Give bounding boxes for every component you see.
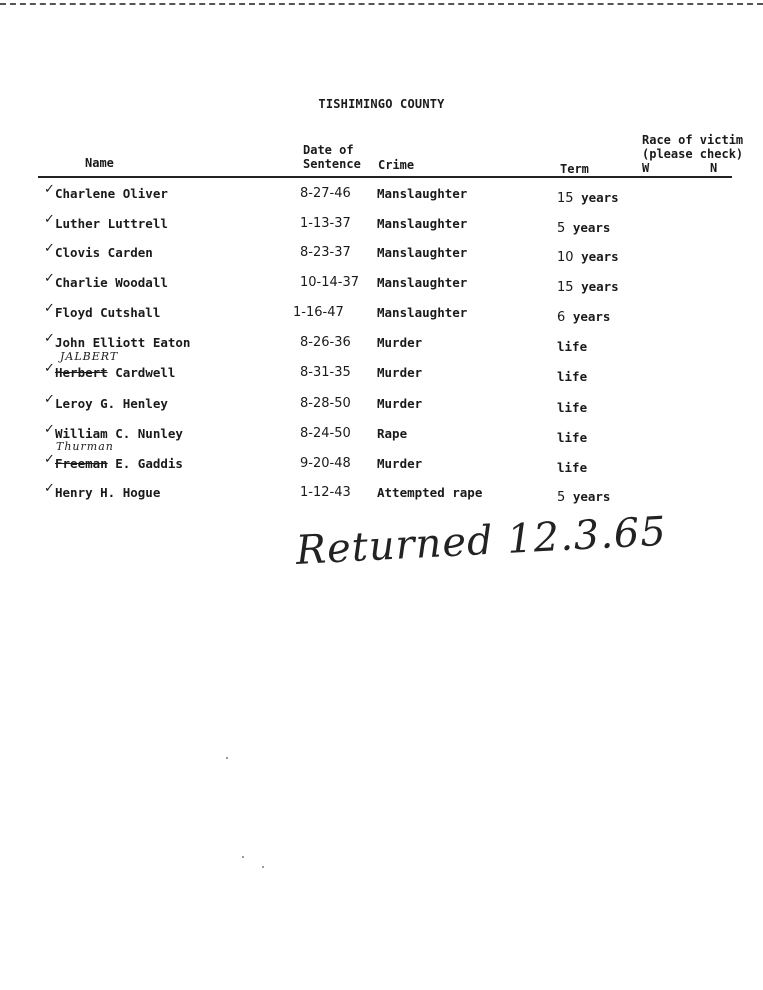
term bbox=[557, 460, 587, 476]
term-number: 15 bbox=[557, 191, 574, 206]
crime: Manslaughter bbox=[377, 245, 468, 260]
check-mark: ✓ bbox=[44, 212, 55, 227]
name-remainder: Cardwell bbox=[107, 365, 176, 380]
term-unit: life bbox=[557, 339, 588, 354]
term bbox=[557, 489, 610, 505]
term-number: 15 bbox=[557, 280, 574, 295]
table-row bbox=[0, 271, 763, 305]
term bbox=[557, 369, 587, 385]
term bbox=[557, 220, 610, 236]
inmate-name: William C. Nunley bbox=[55, 426, 183, 441]
crime: Manslaughter bbox=[377, 275, 468, 290]
crime: Manslaughter bbox=[377, 305, 468, 320]
header-white: W bbox=[642, 161, 650, 175]
term bbox=[557, 279, 619, 295]
scan-speck bbox=[262, 866, 264, 868]
table-row bbox=[0, 422, 763, 456]
crime: Murder bbox=[377, 456, 423, 471]
sentence-date: 8-24-50 bbox=[300, 426, 351, 441]
inmate-name: Leroy G. Henley bbox=[55, 396, 168, 411]
sentence-date: 8-23-37 bbox=[300, 245, 351, 260]
term bbox=[557, 430, 587, 446]
inmate-name: Floyd Cutshall bbox=[55, 305, 161, 320]
header-term: Term bbox=[560, 162, 589, 176]
term-unit: years bbox=[581, 249, 619, 264]
crime: Rape bbox=[377, 426, 408, 441]
term bbox=[557, 249, 619, 265]
table-row bbox=[0, 392, 763, 426]
check-mark: ✓ bbox=[44, 241, 55, 256]
crime: Manslaughter bbox=[377, 186, 468, 201]
sentence-date: 8-27-46 bbox=[300, 186, 351, 201]
inmate-name: Charlie Woodall bbox=[55, 275, 168, 290]
crime: Attempted rape bbox=[377, 485, 483, 500]
sentence-date: 1-16-47 bbox=[293, 305, 344, 320]
term bbox=[557, 309, 610, 325]
scan-speck bbox=[242, 856, 244, 858]
term bbox=[557, 190, 619, 206]
sentence-date: 10-14-37 bbox=[300, 275, 360, 290]
term-unit: life bbox=[557, 460, 588, 475]
header-race-of-victim: Race of victim (please check) bbox=[642, 133, 744, 161]
header-crime: Crime bbox=[378, 158, 415, 172]
check-mark: ✓ bbox=[44, 361, 55, 376]
sentence-date: 1-12-43 bbox=[300, 485, 351, 500]
header-negro: N bbox=[710, 161, 718, 175]
page-title: TISHIMINGO COUNTY bbox=[318, 97, 445, 111]
term-unit: life bbox=[557, 430, 588, 445]
sentence-date: 8-28-50 bbox=[300, 396, 351, 411]
scan-speck bbox=[226, 757, 228, 759]
table-row bbox=[0, 182, 763, 216]
table-row bbox=[0, 361, 763, 395]
handwritten-name-correction: JALBERT bbox=[60, 350, 119, 363]
term-number: 6 bbox=[557, 310, 566, 325]
inmate-name bbox=[55, 365, 175, 380]
term-unit: years bbox=[572, 309, 611, 324]
sentence-date: 9-20-48 bbox=[300, 456, 351, 471]
sentence-date: 1-13-37 bbox=[300, 216, 351, 231]
term-unit: life bbox=[557, 400, 588, 415]
term bbox=[557, 400, 587, 416]
inmate-name bbox=[55, 456, 183, 471]
check-mark: ✓ bbox=[44, 331, 55, 346]
inmate-name: Henry H. Hogue bbox=[55, 485, 161, 500]
term bbox=[557, 339, 587, 355]
inmate-name: John Elliott Eaton bbox=[55, 335, 191, 350]
term-unit: years bbox=[581, 279, 619, 294]
handwritten-returned-note: Returned 12.3.65 bbox=[294, 508, 668, 574]
struck-first-name: Freeman bbox=[55, 456, 108, 471]
inmate-name: Luther Luttrell bbox=[55, 216, 168, 231]
check-mark: ✓ bbox=[44, 301, 55, 316]
term-number: 5 bbox=[557, 221, 566, 236]
struck-first-name: Herbert bbox=[55, 365, 108, 380]
check-mark: ✓ bbox=[44, 182, 55, 197]
name-remainder: E. Gaddis bbox=[107, 456, 183, 471]
term-number: 10 bbox=[557, 250, 574, 265]
table-row bbox=[0, 452, 763, 486]
term-unit: life bbox=[557, 369, 588, 384]
term-unit: years bbox=[572, 220, 611, 235]
inmate-name: Clovis Carden bbox=[55, 245, 153, 260]
crime: Murder bbox=[377, 365, 423, 380]
crime: Manslaughter bbox=[377, 216, 468, 231]
crime: Murder bbox=[377, 396, 423, 411]
check-mark: ✓ bbox=[44, 392, 55, 407]
sentence-date: 8-31-35 bbox=[300, 365, 351, 380]
table-row bbox=[0, 241, 763, 275]
check-mark: ✓ bbox=[44, 481, 55, 496]
handwritten-name-correction: Thurman bbox=[56, 440, 114, 453]
check-mark: ✓ bbox=[44, 452, 55, 467]
header-name: Name bbox=[85, 156, 114, 170]
term-number: 5 bbox=[557, 490, 566, 505]
check-mark: ✓ bbox=[44, 271, 55, 286]
term-unit: years bbox=[581, 190, 619, 205]
header-rule bbox=[38, 176, 732, 178]
crime: Murder bbox=[377, 335, 423, 350]
inmate-name: Charlene Oliver bbox=[55, 186, 168, 201]
header-date-of-sentence: Date of Sentence bbox=[303, 143, 361, 171]
check-mark: ✓ bbox=[44, 422, 55, 437]
sentence-date: 8-26-36 bbox=[300, 335, 351, 350]
table-row bbox=[0, 301, 763, 335]
term-unit: years bbox=[572, 489, 611, 504]
table-row bbox=[0, 212, 763, 246]
top-scan-edge bbox=[0, 3, 763, 5]
